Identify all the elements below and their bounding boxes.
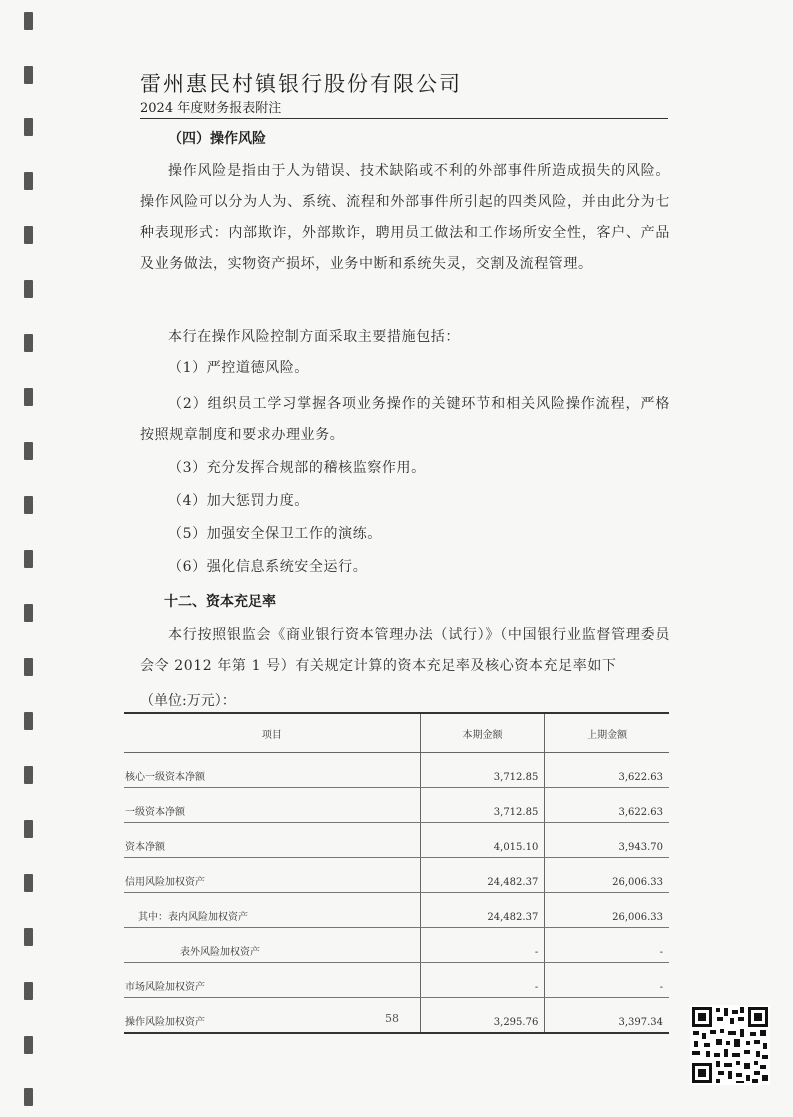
row-previous: 26,006.33 <box>545 893 669 928</box>
row-label: 操作风险加权资产 <box>124 998 420 1034</box>
row-current: 24,482.37 <box>420 893 545 928</box>
table-row <box>124 788 669 823</box>
operational-risk-definition: 操作风险是指由于人为错误、技术缺陷或不利的外部事件所造成损失的风险。操作风险可以分为人为、系统、流程和外部事件所引起的四类风险，并由此分为七种表现形式：内部欺诈，外部欺诈，聘用员工做法和工作场所安全性，客户、产品及业务做法，实物资产损坏，业务中断和系统失灵，交割及流程管理。 <box>140 163 670 272</box>
binder-mark <box>24 928 33 946</box>
row-previous: - <box>545 928 669 963</box>
measures-intro: 本行在操作风险控制方面采取主要措施包括： <box>168 329 460 345</box>
table-header-row <box>124 713 669 753</box>
row-current: 3,712.85 <box>420 753 545 788</box>
binder-mark <box>24 118 33 136</box>
page-number: 58 <box>385 1012 399 1025</box>
binder-mark <box>24 226 33 244</box>
binder-mark <box>24 388 33 406</box>
measure-item: （4）加大惩罚力度。 <box>168 493 309 509</box>
header-divider <box>140 118 668 119</box>
section-heading-operational-risk: （四）操作风险 <box>168 131 266 147</box>
row-previous: 3,397.34 <box>545 998 669 1034</box>
binder-mark <box>24 604 33 622</box>
binder-mark <box>24 280 33 298</box>
binder-mark <box>24 172 33 190</box>
binder-mark <box>24 550 33 568</box>
row-label: 信用风险加权资产 <box>124 858 420 893</box>
row-previous: 26,006.33 <box>545 858 669 893</box>
section-heading-capital-adequacy: 十二、资本充足率 <box>164 594 276 610</box>
measure-item: （6）强化信息系统安全运行。 <box>168 559 368 575</box>
row-current: 3,295.76 <box>420 998 545 1034</box>
table-row <box>124 858 669 893</box>
row-previous: 3,943.70 <box>545 823 669 858</box>
binder-mark <box>24 820 33 838</box>
header-current: 本期金额 <box>420 713 545 753</box>
measure-item: （5）加强安全保卫工作的演练。 <box>168 526 382 542</box>
measure-item: （1）严控道德风险。 <box>168 360 309 376</box>
header-item: 项目 <box>124 713 420 753</box>
binder-mark <box>24 334 33 352</box>
binder-mark <box>24 1036 33 1054</box>
unit-note: （单位:万元）： <box>140 693 236 709</box>
row-current: - <box>420 928 545 963</box>
company-name: 雷州惠民村镇银行股份有限公司 <box>140 72 462 96</box>
row-label: 核心一级资本净额 <box>124 753 420 788</box>
measure-item: （3）充分发挥合规部的稽核监察作用。 <box>168 460 426 476</box>
row-current: 24,482.37 <box>420 858 545 893</box>
binder-mark <box>24 712 33 730</box>
binder-mark <box>24 66 33 84</box>
row-current: 4,015.10 <box>420 823 545 858</box>
row-label: 市场风险加权资产 <box>124 963 420 998</box>
row-previous: - <box>545 963 669 998</box>
capital-adequacy-paragraph: 本行按照银监会《商业银行资本管理办法（试行）》（中国银行业监督管理委员会令 2012 年第 1 号）有关规定计算的资本充足率及核心资本充足率如下 <box>140 627 670 674</box>
binder-mark <box>24 496 33 514</box>
table-row <box>124 963 669 998</box>
qr-code-icon <box>690 1005 770 1085</box>
capital-adequacy-table <box>124 712 669 1034</box>
header-previous: 上期金额 <box>545 713 669 753</box>
row-previous: 3,622.63 <box>545 753 669 788</box>
binder-mark <box>24 12 33 30</box>
row-label: 资本净额 <box>124 823 420 858</box>
binder-mark <box>24 442 33 460</box>
row-label: 其中：表内风险加权资产 <box>124 893 420 928</box>
document-subtitle: 2024 年度财务报表附注 <box>140 101 282 116</box>
binder-mark <box>24 1088 33 1106</box>
table-row <box>124 823 669 858</box>
measure-item: （2）组织员工学习掌握各项业务操作的关键环节和相关风险操作流程，严格按照规章制度和要求办理业务。 <box>140 396 670 443</box>
binder-mark <box>24 766 33 784</box>
row-current: - <box>420 963 545 998</box>
binder-mark <box>24 982 33 1000</box>
row-current: 3,712.85 <box>420 788 545 823</box>
table-row <box>124 928 669 963</box>
table-row <box>124 893 669 928</box>
row-previous: 3,622.63 <box>545 788 669 823</box>
row-label: 表外风险加权资产 <box>124 928 420 963</box>
table-row <box>124 753 669 788</box>
binder-mark <box>24 658 33 676</box>
binder-mark <box>24 874 33 892</box>
row-label: 一级资本净额 <box>124 788 420 823</box>
